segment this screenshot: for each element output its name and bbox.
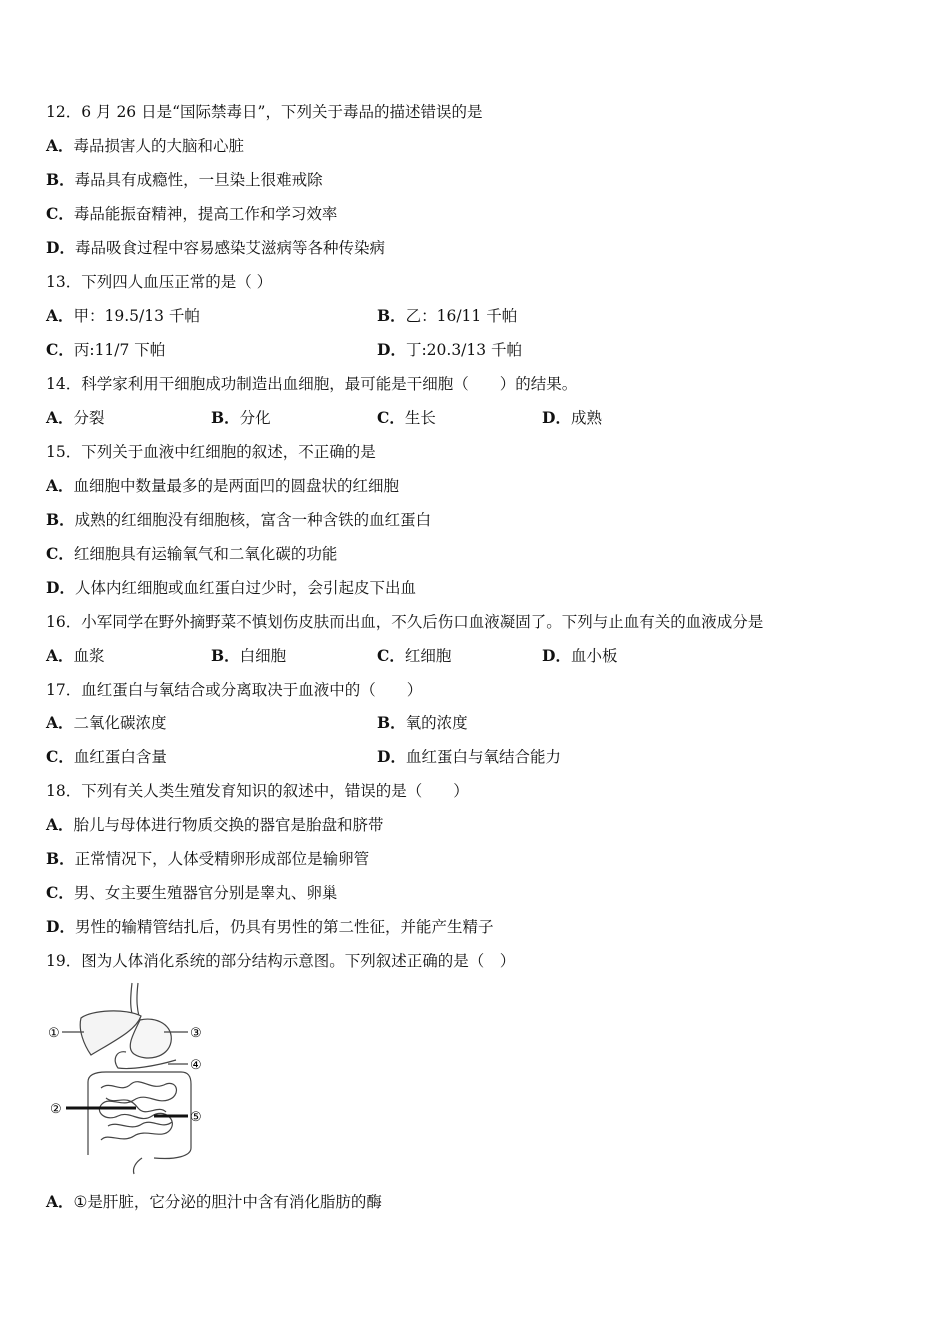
q12-option-a: A．毒品损害人的大脑和心脏 [46, 136, 245, 155]
q17-option-a: A．二氧化碳浓度 [46, 713, 167, 732]
figure-label-4: ④ [190, 1058, 202, 1073]
q14-option-d: D．成熟 [542, 408, 602, 427]
figure-label-5: ⑤ [190, 1110, 202, 1125]
q15-option-b: B．成熟的红细胞没有细胞核，富含一种含铁的血红蛋白 [46, 510, 432, 529]
q14-option-a: A．分裂 [46, 408, 105, 427]
question-19-stem: 19．图为人体消化系统的部分结构示意图。下列叙述正确的是（ ） [46, 952, 516, 970]
q17-option-c: C．血红蛋白含量 [46, 747, 167, 766]
rectum-line [133, 1158, 142, 1174]
q15-option-c: C．红细胞具有运输氧气和二氧化碳的功能 [46, 544, 338, 563]
question-16-stem: 16．小军同学在野外摘野菜不慎划伤皮肤而出血，不久后伤口血液凝固了。下列与止血有关的血液成分是 [46, 613, 764, 631]
q17-option-d: D．血红蛋白与氧结合能力 [377, 747, 561, 766]
q17-option-b: B．氧的浓度 [377, 713, 468, 732]
question-18-stem: 18．下列有关人类生殖发育知识的叙述中，错误的是（ ） [46, 782, 469, 800]
q16-option-a: A．血浆 [46, 646, 105, 665]
question-17-stem: 17．血红蛋白与氧结合或分离取决于血液中的（ ） [46, 681, 423, 699]
q19-option-a: A．①是肝脏，它分泌的胆汁中含有消化脂肪的酶 [46, 1192, 382, 1211]
figure-label-1: ① [48, 1026, 60, 1041]
q18-option-a: A．胎儿与母体进行物质交换的器官是胎盘和脐带 [46, 815, 384, 834]
question-14-stem: 14．科学家利用干细胞成功制造出血细胞，最可能是干细胞（ ）的结果。 [46, 375, 578, 393]
question-13-stem: 13．下列四人血压正常的是（ ） [46, 273, 273, 291]
figure-label-3: ③ [190, 1026, 202, 1041]
question-12-stem: 12．6 月 26 日是“国际禁毒日”，下列关于毒品的描述错误的是 [46, 103, 483, 121]
q18-option-c: C．男、女主要生殖器官分别是睾丸、卵巢 [46, 883, 338, 902]
figure-label-2: ② [50, 1102, 62, 1117]
q18-option-d: D．男性的输精管结扎后，仍具有男性的第二性征，并能产生精子 [46, 917, 494, 936]
q12-option-d: D．毒品吸食过程中容易感染艾滋病等各种传染病 [46, 238, 385, 257]
q13-option-b: B．乙：16/11 千帕 [377, 306, 518, 325]
q12-option-c: C．毒品能振奋精神，提高工作和学习效率 [46, 204, 338, 223]
small-intestine-coil [108, 1122, 172, 1127]
q16-option-d: D．血小板 [542, 646, 618, 665]
q12-option-b: B．毒品具有成瘾性，一旦染上很难戒除 [46, 170, 323, 189]
q14-option-c: C．生长 [377, 408, 436, 427]
q13-option-c: C．丙:11/7 下帕 [46, 340, 166, 359]
q16-option-c: C．红细胞 [377, 646, 452, 665]
question-15-stem: 15．下列关于血液中红细胞的叙述，不正确的是 [46, 443, 376, 461]
q16-option-b: B．白细胞 [211, 646, 287, 665]
stomach-outline [130, 1019, 171, 1058]
q14-option-b: B．分化 [211, 408, 271, 427]
q15-option-a: A．血细胞中数量最多的是两面凹的圆盘状的红细胞 [46, 476, 400, 495]
q18-option-b: B．正常情况下，人体受精卵形成部位是输卵管 [46, 849, 370, 868]
q13-option-a: A．甲：19.5/13 千帕 [46, 306, 200, 325]
digestive-system-diagram [46, 980, 216, 1175]
q15-option-d: D．人体内红细胞或血红蛋白过少时，会引起皮下出血 [46, 578, 416, 597]
q13-option-d: D．丁:20.3/13 千帕 [377, 340, 523, 359]
